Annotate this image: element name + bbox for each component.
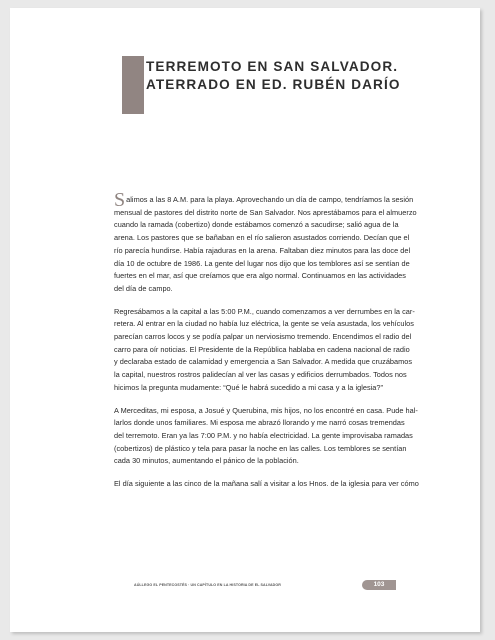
paragraph-line: parecían carros locos y se podía palpar un nerviosismo tremendo. Encendimos el radio del: [114, 332, 412, 342]
paragraph-line: Regresábamos a la capital a las 5:00 P.M., cuando comenzamos a ver derrumbes en la car-: [114, 306, 415, 316]
paragraph-1: [114, 189, 417, 296]
paragraph-line: (cobertizos) de plástico y tela para pasar la noche en las calles. Los temblores se sentían: [114, 443, 407, 453]
paragraph-line-text: alimos a las 8 A.M. para la playa. Aprovechando un día de campo, tendríamos la sesión: [126, 195, 414, 204]
paragraph-line: día 10 de octubre de 1986. La gente del lugar nos dijo que los temblores así se sentían de: [114, 258, 410, 268]
paragraph-line: río parecía hundirse. Había rajaduras en la arena. Faltaban diez minutos para las doce del: [114, 245, 411, 255]
chapter-title: [146, 58, 401, 94]
paragraph-line: retera. Al entrar en la ciudad no había luz eléctrica, la gente se veía asustada, los vehículos: [114, 319, 414, 329]
paragraph-4: [114, 478, 419, 491]
document-page: [10, 8, 480, 632]
paragraph-line: y declaraba estado de calamidad y emergencia a San Salvador. A medida que cruzábamos: [114, 357, 413, 367]
paragraph-line: cada 30 minutos, aumentando el pánico de la población.: [114, 456, 299, 466]
paragraph-line: El día siguiente a las cinco de la mañana salí a visitar a los Hnos. de la iglesia para ver cómo: [114, 479, 419, 489]
running-footer-text: AÚLLEGO EL PENTECOSTÉS · UN CAPÍTULO EN LA HISTORIA DE EL SALVADOR: [134, 583, 281, 587]
paragraph-line: hicimos la pregunta mudamente: “Qué le habrá sucedido a mi casa y a la iglesia?”: [114, 382, 383, 392]
paragraph-line: [114, 189, 414, 211]
paragraph-2: [114, 306, 415, 395]
page-number-badge: 103: [362, 580, 396, 590]
paragraph-line: A Merceditas, mi esposa, a Josué y Querubina, mis hijos, no los encontré en casa. Pude hal-: [114, 405, 418, 415]
drop-cap: S: [114, 189, 126, 211]
title-accent-bar: [122, 56, 144, 114]
chapter-title-line-1: TERREMOTO EN SAN SALVADOR.: [146, 59, 399, 74]
paragraph-line: carro para oír noticias. El Presidente de la República hablaba en cadena nacional de radio: [114, 344, 410, 354]
page-footer: [114, 580, 396, 594]
paragraph-3: [114, 405, 418, 469]
paragraph-line: larlos donde unos familiares. Mi esposa me abrazó llorando y me narró cosas tremendas: [114, 418, 405, 428]
body-text: [114, 189, 419, 501]
paragraph-line: cuando la ramada (cobertizo) donde estábamos comenzó a sacudirse; salió agua de la: [114, 220, 399, 230]
paragraph-line: arena. Los pastores que se bañaban en el río salieron asustados corriendo. Decían que el: [114, 233, 410, 243]
paragraph-line: mensual de pastores del distrito norte de San Salvador. Nos aprestábamos para el almuerzo: [114, 207, 417, 217]
paragraph-line: del día de campo.: [114, 283, 173, 293]
paragraph-line: fuertes en el mar, así que creíamos que era algo normal. Continuamos en las actividades: [114, 271, 406, 281]
chapter-title-line-2: ATERRADO EN ED. RUBÉN DARÍO: [146, 77, 401, 92]
paragraph-line: del terremoto. Eran ya las 7:00 P.M. y no había electricidad. La gente improvisaba ramadas: [114, 430, 413, 440]
paragraph-line: la capital, nuestros rostros palidecían al ver las casas y edificios derrumbados. Todos nos: [114, 370, 407, 380]
